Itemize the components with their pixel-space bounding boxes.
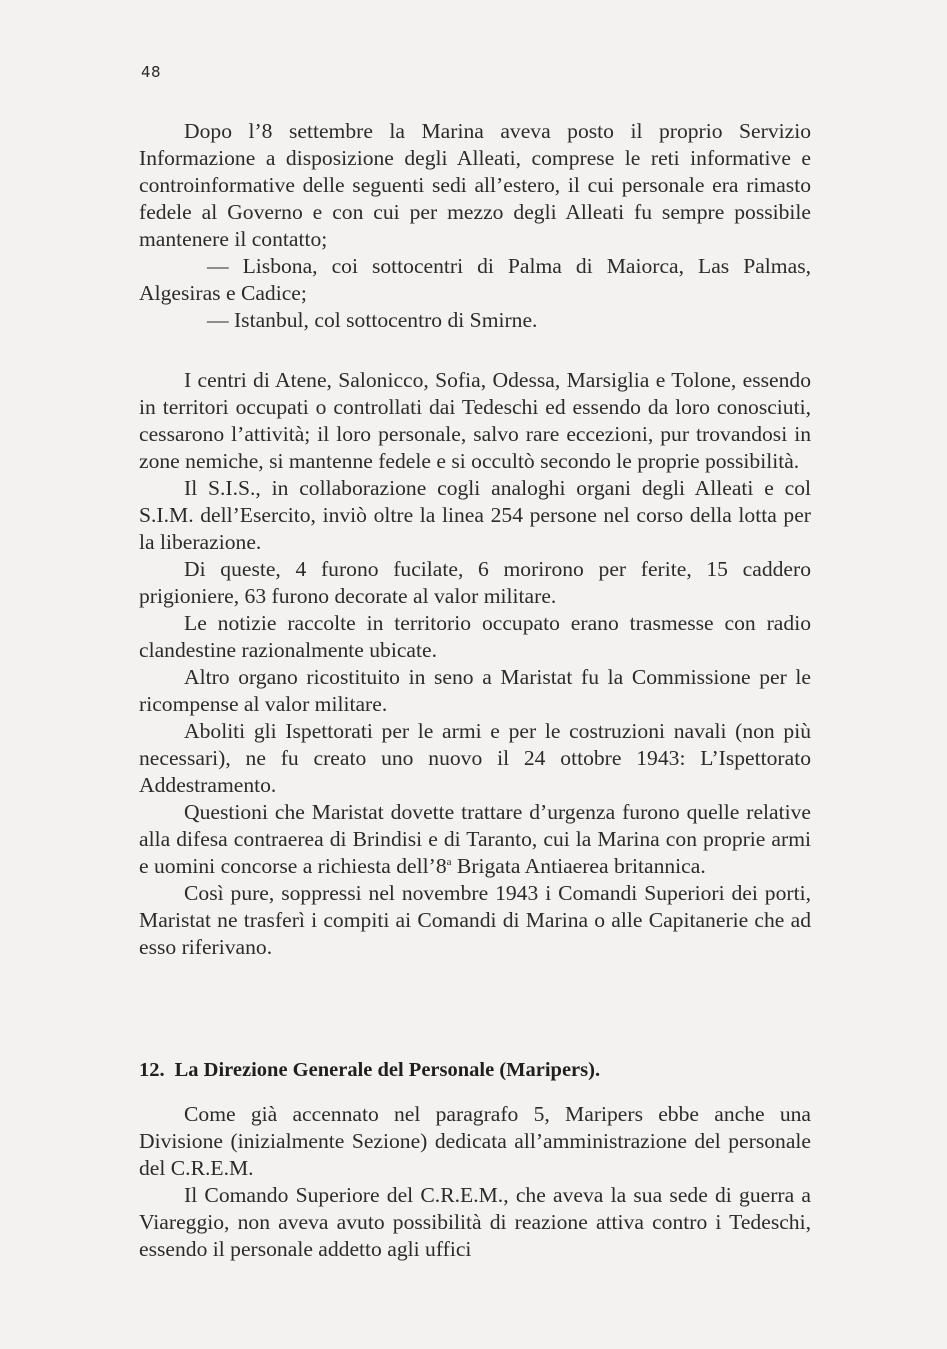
brigata-prefix: dell’8: [396, 854, 447, 878]
paragraph-maripers: Come già accennato nel paragrafo 5, Maripers ebbe anche una Divisione (inizialmente Sezione) dedicata all’amministrazione del personale del C.R.E.M.: [139, 1102, 811, 1180]
paragraph-comandi: Così pure, soppressi nel novembre 1943 i Comandi Superiori dei porti, Maristat ne trasferì i compiti ai Comandi di Marina o alle Capitanerie che ad esso riferivano.: [139, 881, 811, 959]
section-heading: [139, 1057, 811, 1084]
paragraph-questioni: [139, 799, 811, 880]
section-number: 12.: [139, 1059, 165, 1081]
text-block-centri: [139, 367, 811, 961]
paragraph-queste: Di queste, 4 furono fucilate, 6 morirono per ferite, 15 caddero prigioniere, 63 furono decorate al valor militare.: [139, 557, 811, 608]
paragraph-centri: I centri di Atene, Salonicco, Sofia, Odessa, Marsiglia e Tolone, essendo in territori occupati o controllati dai Tedeschi ed essendo da loro conosciuti, cessarono l’attività; il loro personale, salvo rare eccezioni, pur trovandosi in zone nemiche, si mantenne fedele e si occultò secondo le proprie possibilità.: [139, 368, 811, 473]
text-block-maripers: [139, 1101, 811, 1263]
paragraph-sis: Il S.I.S., in collaborazione cogli analoghi organi degli Alleati e col S.I.M. dell’Esercito, inviò oltre la linea 254 persone nel corso della lotta per la liberazione.: [139, 476, 811, 554]
paragraph-comando-crem: Il Comando Superiore del C.R.E.M., che aveva la sua sede di guerra a Viareggio, non aveva avuto possibilità di reazione attiva contro i Tedeschi, essendo il personale addetto agli uffici: [139, 1183, 811, 1261]
list-item-istanbul: — Istanbul, col sottocentro di Smirne.: [207, 308, 538, 332]
list-item-lisbona: — Lisbona, coi sottocentri di Palma di Maiorca, Las Palmas, Algesiras e Cadice;: [139, 254, 811, 305]
paragraph-servizio-informazione: Dopo l’8 settembre la Marina aveva posto il proprio Servizio Informazione a disposizione degli Alleati, comprese le reti informative e controinformative delle seguenti sedi all’estero, il cui personale era rimasto fedele al Governo e con cui per mezzo degli Alleati fu sempre possibile mantenere il contatto;: [139, 119, 811, 251]
text-block-alleati: [139, 118, 811, 334]
paragraph-ispettorati: Aboliti gli Ispettorati per le armi e per le costruzioni navali (non più necessari), ne fu creato uno nuovo il 24 ottobre 1943: L’Ispettorato Addestramento.: [139, 719, 811, 797]
ordinal-superscript: a: [446, 855, 452, 868]
paragraph-notizie: Le notizie raccolte in territorio occupato erano trasmesse con radio clandestine razionalmente ubicate.: [139, 611, 811, 662]
brigata-suffix: Brigata Antiaerea britannica.: [451, 854, 706, 878]
questioni-text: Questioni che Maristat dovette trattare d’urgenza furono quelle relative alla difesa contraerea di Brindisi e di Taranto, cui la Marina con proprie armi e uomini concorse a richiesta: [139, 800, 811, 878]
paragraph-commissione: Altro organo ricostituito in seno a Maristat fu la Commissione per le ricompense al valor militare.: [139, 665, 811, 716]
page-number: 48: [141, 63, 162, 81]
section-title: La Direzione Generale del Personale (Maripers).: [174, 1059, 601, 1081]
